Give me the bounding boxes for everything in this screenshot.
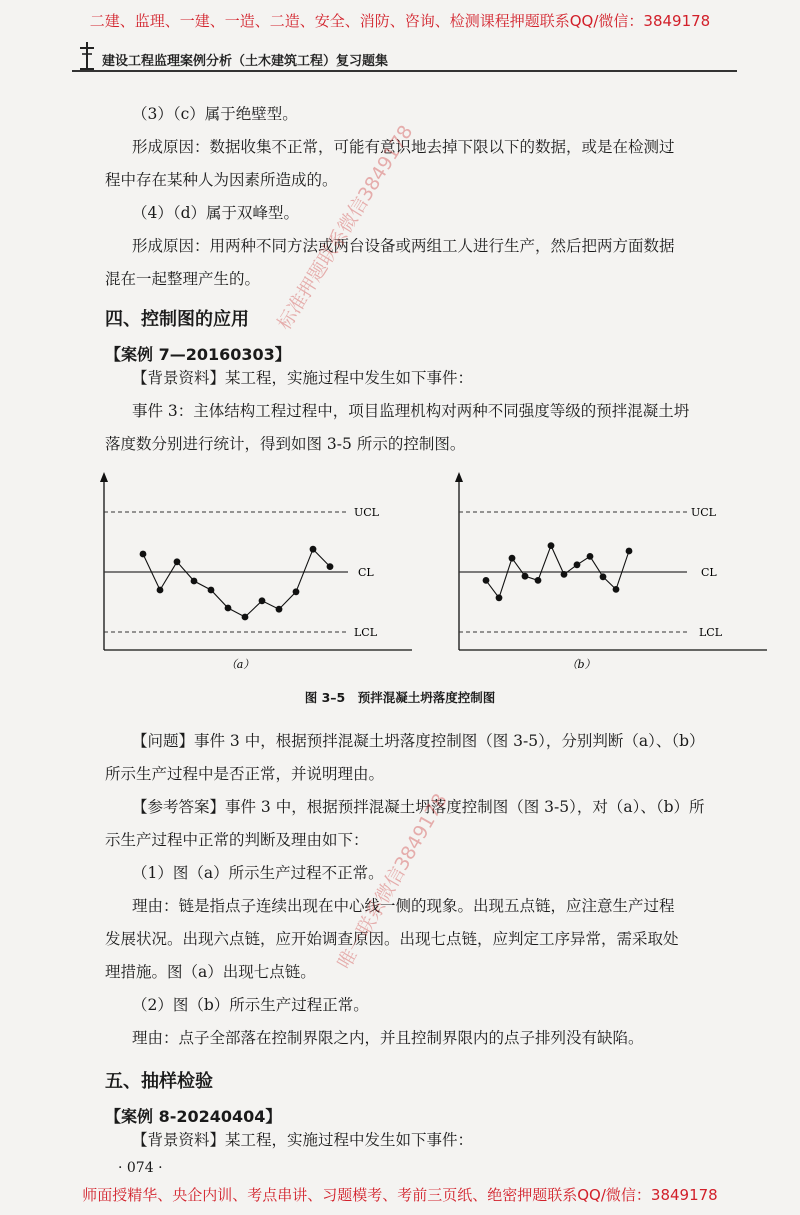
data-point-4 bbox=[522, 573, 529, 580]
data-point-8 bbox=[574, 561, 581, 568]
data-point-6 bbox=[225, 605, 232, 612]
figure-caption: 图 3–5 预拌混凝土坍落度控制图 bbox=[304, 690, 496, 705]
data-point-8 bbox=[259, 597, 266, 604]
header-rule bbox=[72, 70, 737, 72]
data-point-6 bbox=[548, 542, 555, 549]
y-axis-arrow-icon bbox=[455, 472, 463, 482]
data-point-3 bbox=[174, 558, 181, 565]
data-point-9 bbox=[587, 553, 594, 560]
cl-label: CL bbox=[358, 566, 374, 579]
cl-label: CL bbox=[701, 566, 717, 579]
answer-1: （1）图（a）所示生产过程不正常。 bbox=[132, 864, 384, 882]
lcl-label: LCL bbox=[354, 626, 378, 639]
item-4: （4）（d）属于双峰型。 bbox=[132, 204, 300, 222]
case-8-title: 【案例 8-20240404】 bbox=[105, 1107, 282, 1126]
cause-4-line2: 混在一起整理产生的。 bbox=[105, 270, 261, 288]
control-chart-b bbox=[445, 470, 775, 675]
page-number: · 074 · bbox=[118, 1160, 163, 1176]
item-3: （3）（c）属于绝壁型。 bbox=[132, 105, 298, 123]
chart-a-label: （a） bbox=[225, 658, 255, 671]
background-7: 【背景资料】某工程，实施过程中发生如下事件： bbox=[132, 369, 474, 387]
data-point-2 bbox=[496, 594, 503, 601]
data-point-11 bbox=[613, 586, 620, 593]
data-point-7 bbox=[242, 614, 249, 621]
data-point-3 bbox=[509, 555, 516, 562]
data-point-12 bbox=[626, 548, 633, 555]
ucl-label: UCL bbox=[691, 506, 716, 519]
lcl-label: LCL bbox=[699, 626, 723, 639]
reason-1-line1: 理由：链是指点子连续出现在中心线一侧的现象。出现五点链，应注意生产过程 bbox=[132, 897, 675, 915]
answer-line2: 示生产过程中正常的判断及理由如下： bbox=[105, 831, 369, 849]
data-point-7 bbox=[561, 571, 568, 578]
answer-2: （2）图（b）所示生产过程正常。 bbox=[132, 996, 369, 1014]
section-5-title: 五、抽样检验 bbox=[105, 1071, 213, 1092]
watermark-1: 标准押题联系微信3849178 bbox=[273, 121, 418, 334]
case-7-title: 【案例 7—20160303】 bbox=[105, 345, 291, 364]
data-point-5 bbox=[208, 587, 215, 594]
reason-1-line3: 理措施。图（a）出现七点链。 bbox=[105, 963, 316, 981]
data-point-5 bbox=[535, 577, 542, 584]
chart-b-label: （b） bbox=[566, 658, 596, 671]
data-point-10 bbox=[600, 573, 607, 580]
y-axis-arrow-icon bbox=[100, 472, 108, 482]
answer-line1: 【参考答案】事件 3 中，根据预拌混凝土坍落度控制图（图 3-5），对（a）、（b）所 bbox=[132, 798, 705, 816]
data-point-1 bbox=[483, 577, 490, 584]
promo-banner-top: 二建、监理、一建、一造、二造、安全、消防、咨询、检测课程押题联系QQ/微信：3849178 bbox=[89, 12, 711, 30]
control-chart-a bbox=[90, 470, 420, 675]
event-3-line1: 事件 3：主体结构工程过程中，项目监理机构对两种不同强度等级的预拌混凝土坍 bbox=[132, 402, 690, 420]
event-3-line2: 落度数分别进行统计，得到如图 3-5 所示的控制图。 bbox=[105, 435, 466, 453]
data-point-10 bbox=[293, 588, 300, 595]
cause-3-line1: 形成原因：数据收集不正常，可能有意识地去掉下限以下的数据，或是在检测过 bbox=[132, 138, 675, 156]
reason-1-line2: 发展状况。出现六点链，应开始调查原因。出现七点链，应判定工序异常，需采取处 bbox=[105, 930, 679, 948]
data-point-12 bbox=[327, 563, 334, 570]
data-point-11 bbox=[310, 546, 317, 553]
question-line2: 所示生产过程中是否正常，并说明理由。 bbox=[105, 765, 385, 783]
question-line1: 【问题】事件 3 中，根据预拌混凝土坍落度控制图（图 3-5），分别判断（a）、（b） bbox=[132, 732, 705, 750]
ucl-label: UCL bbox=[354, 506, 379, 519]
watermark-2: 唯一联系微信3849178 bbox=[333, 789, 452, 973]
cause-3-line2: 程中存在某种人为因素所造成的。 bbox=[105, 171, 338, 189]
data-point-4 bbox=[191, 578, 198, 585]
running-head: 建设工程监理案例分析（土木建筑工程）复习题集 bbox=[102, 54, 389, 69]
promo-banner-bottom: 师面授精华、央企内训、考点串讲、习题模考、考前三页纸、绝密押题联系QQ/微信：3849178 bbox=[82, 1186, 718, 1204]
data-series-line bbox=[143, 549, 330, 617]
reason-2: 理由：点子全部落在控制界限之内，并且控制界限内的点子排列没有缺陷。 bbox=[132, 1029, 644, 1047]
data-point-1 bbox=[140, 551, 147, 558]
data-point-9 bbox=[276, 606, 283, 613]
section-4-title: 四、控制图的应用 bbox=[105, 309, 249, 330]
background-8: 【背景资料】某工程，实施过程中发生如下事件： bbox=[132, 1131, 474, 1149]
data-point-2 bbox=[157, 587, 164, 594]
logo-icon bbox=[78, 40, 96, 70]
cause-4-line1: 形成原因：用两种不同方法或两台设备或两组工人进行生产，然后把两方面数据 bbox=[132, 237, 675, 255]
